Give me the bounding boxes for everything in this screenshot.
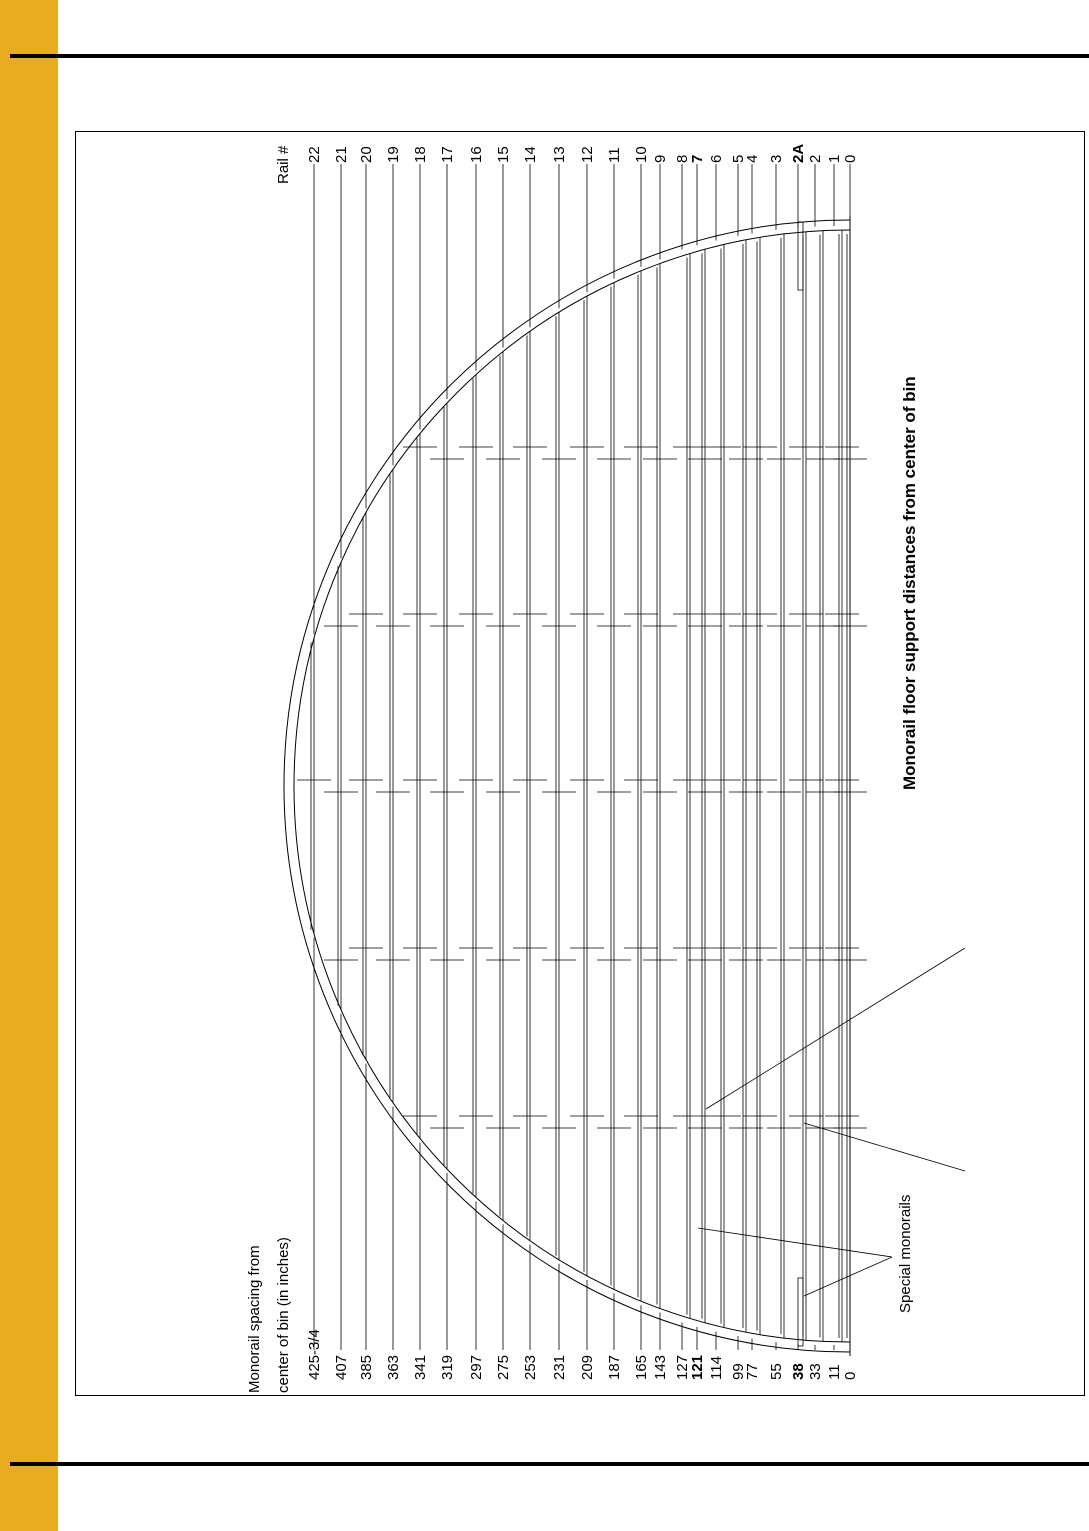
rail-spacing-label: 38	[790, 1363, 807, 1380]
rail-spacing-label: 127	[674, 1354, 691, 1380]
rail-number-label: 6	[708, 154, 725, 163]
special-monorail-marker-bottom	[798, 1278, 803, 1346]
rail-number-label: 21	[333, 146, 350, 163]
bin-wall-inner	[294, 230, 850, 1342]
callout-special-monorails: Special monorails	[897, 1194, 914, 1313]
rail-number-label: 13	[551, 146, 568, 163]
rail-number-label: 2	[807, 154, 824, 163]
special-monorail-callouts	[698, 948, 965, 1296]
rail-number-label: 10	[633, 146, 650, 163]
monorail-lines	[311, 222, 850, 1346]
rail-labels	[306, 144, 859, 1380]
rail-number-label: 4	[744, 154, 761, 163]
rail-spacing-label: 275	[495, 1354, 512, 1380]
rail-number-label: 8	[674, 154, 691, 163]
rail-spacing-label: 385	[358, 1354, 375, 1380]
rail-number-label: 11	[606, 147, 623, 163]
rail-number-label: 12	[579, 146, 596, 163]
rail-number-label: 20	[358, 146, 375, 163]
rail-spacing-label: 253	[522, 1354, 539, 1380]
spacing-heading-line-1: Monorail spacing from	[246, 1245, 263, 1393]
rail-spacing-label: 11	[826, 1364, 843, 1380]
diagram-headings	[246, 145, 919, 1393]
rail-number-label: 1	[826, 154, 843, 163]
bin-outline	[284, 216, 850, 1356]
rail-number-label: 15	[495, 146, 512, 163]
rail-spacing-label: 77	[744, 1363, 761, 1380]
bin-wall-outer	[284, 220, 850, 1352]
rail-spacing-label: 187	[606, 1354, 623, 1380]
rail-number-label: 9	[652, 154, 669, 163]
rail-number-label: 22	[306, 146, 323, 163]
rail-number-label: 3	[768, 154, 785, 163]
rail-number-label: 16	[468, 146, 485, 163]
rail-spacing-label: 407	[333, 1354, 350, 1380]
rail-spacing-label: 99	[730, 1363, 747, 1380]
rail-number-label: 5	[730, 154, 747, 163]
rail-spacing-label: 297	[468, 1354, 485, 1380]
rail-number-label: 7	[689, 154, 706, 163]
rail-number-label: 0	[842, 154, 859, 163]
rail-spacing-label: 0	[842, 1371, 859, 1380]
spacing-heading-line-2: center of bin (in inches)	[275, 1237, 292, 1393]
rail-number-label: 17	[439, 146, 456, 163]
rail-spacing-label: 341	[412, 1354, 429, 1380]
floor-supports	[297, 447, 867, 1128]
rail-number-label: 2A	[790, 143, 807, 163]
rail-spacing-label: 55	[768, 1363, 785, 1380]
rail-heading: Rail #	[275, 145, 292, 184]
diagram-caption: Monorail floor support distances from center of bin	[900, 376, 919, 790]
rail-spacing-label: 114	[708, 1356, 725, 1380]
label-leaders	[314, 164, 850, 1350]
rail-spacing-label: 165	[633, 1354, 650, 1380]
rail-spacing-label: 425-3/4	[306, 1329, 323, 1380]
rail-spacing-label: 231	[551, 1354, 568, 1380]
rail-spacing-label: 363	[385, 1354, 402, 1380]
rail-spacing-label: 209	[579, 1354, 596, 1380]
rail-number-label: 18	[412, 146, 429, 163]
rail-spacing-label: 143	[652, 1354, 669, 1380]
rail-number-label: 14	[522, 146, 539, 163]
rail-spacing-label: 319	[439, 1354, 456, 1380]
rail-spacing-label: 121	[689, 1354, 706, 1380]
rail-number-label: 19	[385, 146, 402, 163]
rail-spacing-label: 33	[807, 1363, 824, 1380]
